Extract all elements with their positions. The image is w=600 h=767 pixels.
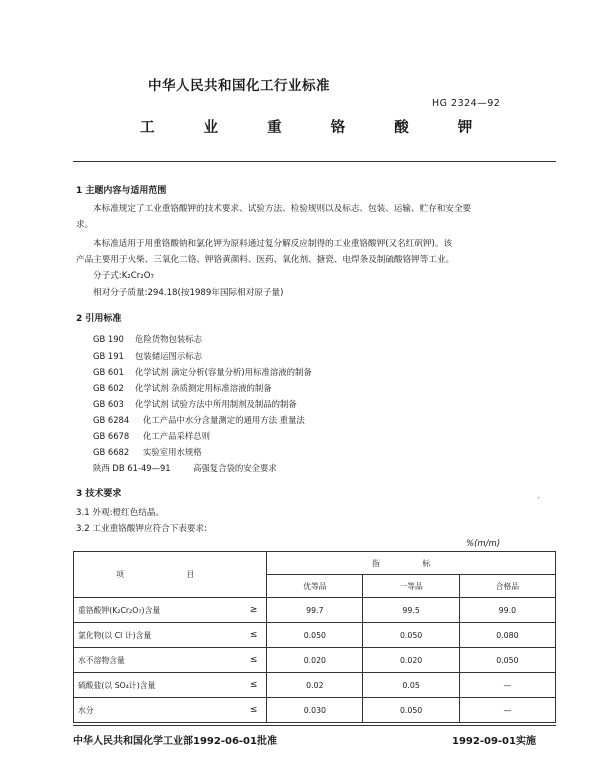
section-1-paragraph-2: 本标准适用于用重铬酸钠和氯化钾为原料通过复分解反应制得的工业重铬酸钾(又名红矾钾)。该 (93, 239, 453, 249)
section-1-paragraph-1: 本标准规定了工业重铬酸钾的技术要求、试验方法、检验规则以及标志、包装、运输、贮存和安全要 (93, 204, 472, 214)
row-value: 99.5 (363, 598, 459, 623)
reference-title: 包装储运图示标志 (135, 351, 202, 361)
reference-item (93, 430, 210, 442)
row-value: 0.050 (363, 623, 459, 648)
reference-code: GB 190 (93, 334, 124, 344)
reference-title: 高强复合袋的安全要求 (193, 463, 277, 473)
molecular-mass: 相对分子质量:294.18(按1989年国际相对原子量) (93, 288, 284, 298)
reference-code: GB 6682 (93, 447, 130, 457)
footer-divider (73, 725, 556, 726)
standard-organization: 中华人民共和国化工行业标准 (148, 78, 330, 94)
table-row (74, 623, 556, 648)
table-unit: %(m/m) (466, 539, 501, 549)
row-name: 水不溶物含量 (74, 648, 241, 673)
section-2-heading: 2 引用标准 (76, 314, 122, 324)
table-row (74, 648, 556, 673)
document-title: 工 业 重 铬 酸 钾 (140, 120, 495, 136)
grade-header: 优等品 (267, 575, 363, 598)
reference-item (93, 398, 297, 410)
reference-title: 危险货物包装标志 (135, 334, 202, 344)
reference-code: GB 6678 (93, 431, 130, 441)
table-row (74, 598, 556, 623)
reference-title: 化学试剂 试验方法中所用制剂及制品的制备 (135, 399, 297, 409)
row-name: 氯化物(以 Cl 计)含量 (74, 623, 241, 648)
reference-title: 化工产品中水分含量测定的通用方法 重量法 (143, 415, 305, 425)
row-symbol: ≤ (241, 623, 267, 648)
row-value: — (459, 673, 555, 698)
row-value: 99.0 (459, 598, 555, 623)
grade-header: 合格品 (459, 575, 555, 598)
grade-header: 一等品 (363, 575, 459, 598)
row-value: 0.050 (267, 623, 363, 648)
reference-code: GB 6284 (93, 415, 130, 425)
reference-code: GB 601 (93, 367, 124, 377)
row-value: — (459, 698, 555, 723)
reference-code: GB 603 (93, 399, 124, 409)
molecular-formula (93, 268, 154, 284)
row-name: 硫酸盐(以 SO₄计)含量 (74, 673, 241, 698)
row-symbol: ≤ (241, 648, 267, 673)
row-name: 重铬酸钾(K₂Cr₂O₇)含量 (74, 598, 241, 623)
reference-title: 化学试剂 杂质测定用标准溶液的制备 (135, 383, 272, 393)
row-value: 0.020 (267, 648, 363, 673)
row-name: 水分 (74, 698, 241, 723)
index-header: 指 标 (267, 552, 556, 575)
row-value: 0.02 (267, 673, 363, 698)
table-row (74, 673, 556, 698)
row-value: 0.080 (459, 623, 555, 648)
reference-code: GB 602 (93, 383, 124, 393)
row-value: 0.05 (363, 673, 459, 698)
title-divider (73, 161, 556, 162)
reference-item (93, 366, 312, 378)
requirement-3-2: 3.2 工业重铬酸钾应符合下表要求: (76, 524, 208, 534)
reference-title: 实验室用水规格 (143, 447, 202, 457)
row-value: 0.050 (363, 698, 459, 723)
specification-table (73, 551, 556, 723)
reference-item (93, 414, 305, 426)
section-1-paragraph-2-cont: 产品主要用于火柴、三氧化二铬、钾铬黄颜料、医药、氧化剂、搪瓷、电焊条及制硫酸铬钾等工业。 (76, 255, 455, 265)
requirement-3-1: 3.1 外观:橙红色结晶。 (76, 508, 165, 518)
reference-code: 陕西 DB 61-49—91 (93, 463, 171, 473)
table-header-row (74, 552, 556, 575)
formula-label: 分子式: (93, 271, 122, 281)
row-value: 0.050 (459, 648, 555, 673)
standard-code: HG 2324—92 (432, 98, 501, 109)
row-value: 0.020 (363, 648, 459, 673)
section-3-heading: 3 技术要求 (76, 489, 122, 499)
reference-title: 化学试剂 滴定分析(容量分析)用标准溶液的制备 (135, 367, 312, 377)
item-header: 项 目 (74, 552, 267, 598)
reference-title: 化工产品采样总则 (143, 431, 210, 441)
row-value: 0.030 (267, 698, 363, 723)
reference-item (93, 350, 202, 362)
approval-notice: 中华人民共和国化学工业部1992-06-01批准 (73, 736, 277, 747)
effective-date: 1992-09-01实施 (452, 736, 536, 747)
row-symbol: ≤ (241, 673, 267, 698)
section-1-heading: 1 主题内容与适用范围 (76, 186, 167, 196)
formula-value: K₂Cr₂O₇ (121, 271, 154, 281)
row-value: 99.7 (267, 598, 363, 623)
reference-item (93, 382, 272, 394)
table-row (74, 698, 556, 723)
scan-mark: ˊ (536, 497, 541, 507)
reference-item (93, 446, 202, 458)
reference-code: GB 191 (93, 351, 124, 361)
row-symbol: ≤ (241, 698, 267, 723)
row-symbol: ≥ (241, 598, 267, 623)
reference-item (93, 462, 277, 474)
section-1-paragraph-1-cont: 求。 (76, 220, 94, 230)
reference-item (93, 333, 202, 345)
